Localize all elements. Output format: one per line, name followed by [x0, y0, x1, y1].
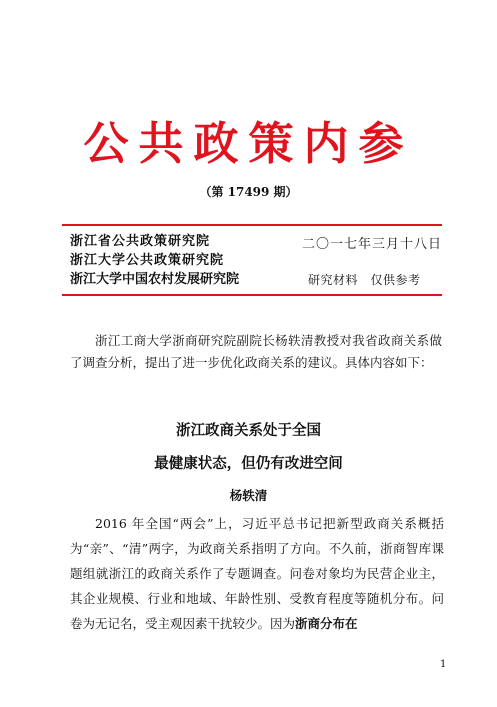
top-divider — [62, 224, 442, 226]
body-text-bold: 浙商分布在 — [295, 616, 358, 631]
issue-number: （第 17499 期） — [199, 185, 298, 199]
article-title-line-1: 浙江政商关系处于全国 — [176, 423, 321, 439]
page-number: 1 — [440, 659, 447, 670]
institution-3: 浙江大学中国农村发展研究院 — [70, 272, 240, 287]
article-author: 杨轶清 — [229, 488, 268, 503]
issue-date: 二〇一七年三月十八日 — [302, 237, 443, 252]
body-text-normal: 2016 年全国“两会”上，习近平总书记把新型政商关系概括为“亲”、“清”两字，为政商关系指明了方向。不久前，浙商智库课题组就浙江的政商关系作了专题调查。问卷对象均为民营企业主，其企业规模、行业和地域、年龄性别、受教育程度等随机分布。问卷为无记名，受主观因素干扰较少。因为 — [70, 516, 444, 631]
body-paragraph — [70, 511, 444, 636]
bottom-divider — [62, 294, 442, 296]
masthead-title: 公共政策内参 — [83, 117, 414, 170]
intro-paragraph: 浙江工商大学浙商研究院副院长杨轶清教授对我省政商关系做了调查分析，提出了进一步优化政商关系的建议。具体内容如下： — [70, 333, 442, 370]
document-tag: 研究材料 仅供参考 — [308, 273, 421, 287]
institution-2: 浙江大学公共政策研究院 — [70, 253, 225, 268]
institution-1: 浙江省公共政策研究院 — [70, 234, 211, 249]
article-title-line-2: 最健康状态，但仍有改进空间 — [154, 456, 343, 472]
